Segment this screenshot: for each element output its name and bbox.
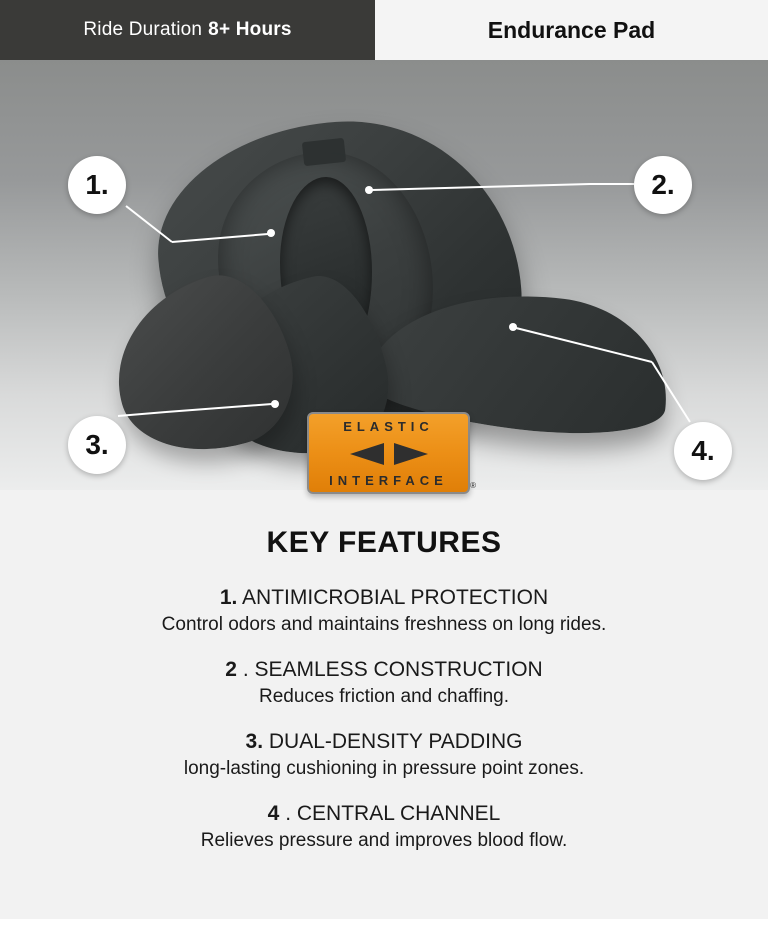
feature-description: Control odors and maintains freshness on long rides.	[161, 614, 607, 635]
callout-2[interactable]: 2.	[634, 156, 692, 214]
header-bar	[0, 0, 768, 60]
elastic-interface-logo	[307, 412, 476, 494]
feature-heading	[0, 586, 768, 610]
feature-name: . CENTRAL CHANNEL	[285, 802, 501, 825]
feature-item	[0, 802, 768, 852]
feature-heading	[0, 730, 768, 754]
feature-description: Relieves pressure and improves blood flow.	[200, 830, 568, 851]
logo-arrows-icon	[330, 439, 448, 469]
key-features-title: KEY FEATURES	[266, 526, 502, 559]
arrow-right-icon	[394, 443, 428, 465]
feature-heading	[0, 658, 768, 682]
feature-description: Reduces friction and chaffing.	[259, 686, 509, 707]
feature-number: 2	[225, 658, 237, 681]
logo-bottom-text: INTERFACE	[329, 473, 448, 488]
feature-item	[0, 730, 768, 780]
footer-strip	[0, 919, 768, 937]
registered-mark: ®	[470, 481, 476, 490]
feature-number: 3.	[245, 730, 264, 753]
feature-item	[0, 658, 768, 708]
callout-4[interactable]: 4.	[674, 422, 732, 480]
feature-heading	[0, 802, 768, 826]
callout-1[interactable]: 1.	[68, 156, 126, 214]
feature-number: 1.	[219, 586, 238, 609]
feature-description: long-lasting cushioning in pressure point zones.	[183, 758, 585, 779]
feature-name: ANTIMICROBIAL PROTECTION	[242, 586, 549, 609]
product-title: Endurance Pad	[375, 0, 768, 60]
feature-name: DUAL-DENSITY PADDING	[268, 730, 523, 753]
arrow-left-icon	[350, 443, 384, 465]
ride-duration-label: Ride Duration	[83, 19, 203, 40]
ride-duration-value: 8+ Hours	[208, 19, 292, 40]
logo-top-text: ELASTIC	[343, 419, 434, 434]
callout-3[interactable]: 3.	[68, 416, 126, 474]
feature-item	[0, 586, 768, 636]
feature-number: 4	[267, 802, 280, 825]
feature-name: . SEAMLESS CONSTRUCTION	[242, 658, 543, 681]
ride-duration-banner	[0, 0, 375, 60]
key-features-section	[0, 490, 768, 937]
